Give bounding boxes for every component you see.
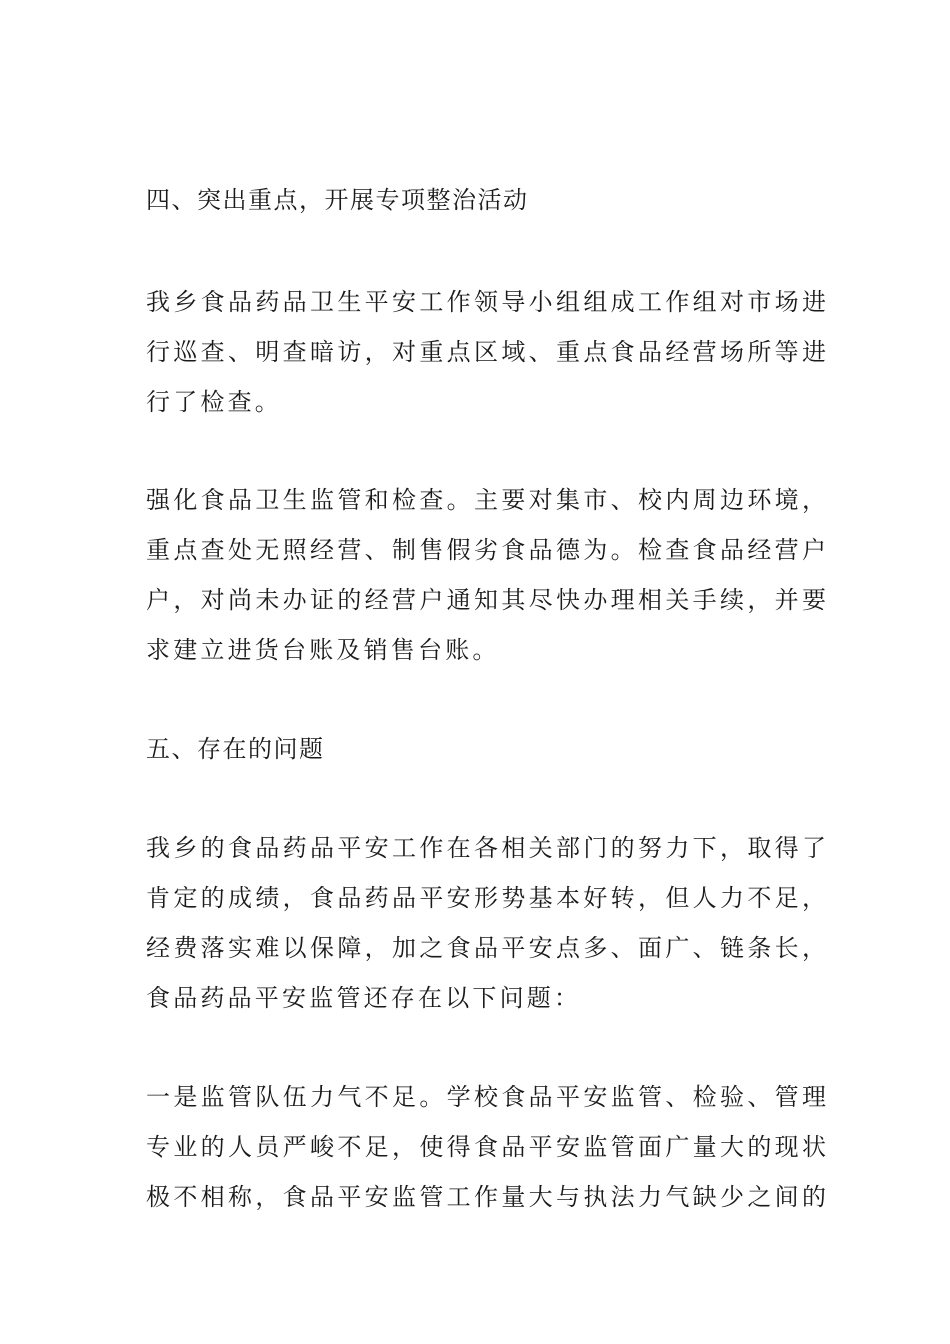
paragraph-line: 食品药品平安监管还存在以下问题： — [146, 984, 582, 1012]
paragraph-line: 专业的人员严峻不足，使得食品平安监管面广量大的现状 — [146, 1133, 826, 1161]
paragraph-line: 我乡食品药品卫生平安工作领导小组组成工作组对市场进 — [146, 288, 826, 316]
paragraph-line: 行巡查、明查暗访，对重点区域、重点食品经营场所等进 — [146, 338, 826, 366]
paragraph-line: 求建立进货台账及销售台账。 — [146, 636, 500, 664]
paragraph-line: 重点查处无照经营、制售假劣食品德为。检查食品经营户 — [146, 536, 826, 564]
section-heading: 五、存在的问题 — [146, 735, 325, 763]
paragraph-line: 我乡的食品药品平安工作在各相关部门的努力下，取得了 — [146, 834, 826, 862]
paragraph-line: 极不相称，食品平安监管工作量大与执法力气缺少之间的 — [146, 1183, 826, 1211]
paragraph-line: 肯定的成绩，食品药品平安形势基本好转，但人力不足， — [146, 884, 826, 912]
paragraph-line: 行了检查。 — [146, 388, 282, 416]
paragraph-line: 户，对尚未办证的经营户通知其尽快办理相关手续，并要 — [146, 586, 826, 614]
paragraph-line: 一是监管队伍力气不足。学校食品平安监管、检验、管理 — [146, 1083, 826, 1111]
section-heading: 四、突出重点，开展专项整治活动 — [146, 186, 529, 214]
paragraph-line: 经费落实难以保障，加之食品平安点多、面广、链条长， — [146, 934, 826, 962]
paragraph-line: 强化食品卫生监管和检查。主要对集市、校内周边环境， — [146, 486, 826, 514]
